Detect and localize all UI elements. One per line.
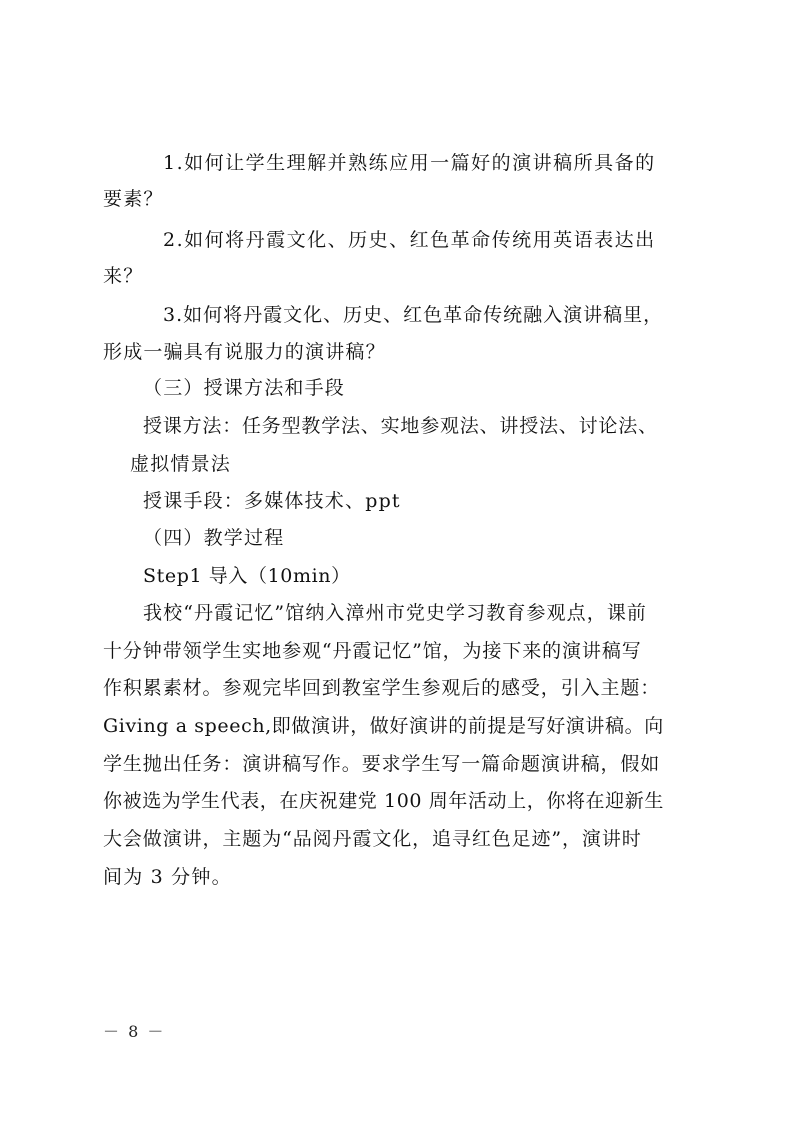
- teaching-means-line: 授课手段：多媒体技术、ppt: [143, 490, 401, 512]
- paragraph-line-8: 间为 3 分钟。: [103, 866, 232, 888]
- section-4-heading: （四）教学过程: [143, 527, 285, 549]
- paragraph-line-6: 你被选为学生代表，在庆祝建党 100 周年活动上，你将在迎新生: [103, 790, 664, 812]
- question-3-line-2: 形成一骗具有说服力的演讲稿？: [103, 341, 386, 363]
- teaching-methods-line-2: 虚拟情景法: [130, 453, 232, 475]
- paragraph-line-1: 我校“丹霞记忆”馆纳入漳州市党史学习教育参观点，课前: [143, 602, 648, 624]
- paragraph-line-5: 学生抛出任务：演讲稿写作。要求学生写一篇命题演讲稿，假如: [103, 753, 661, 775]
- page-number: － 8 －: [103, 1022, 166, 1041]
- paragraph-line-2: 十分钟带领学生实地参观“丹霞记忆”馆，为接下来的演讲稿写: [103, 640, 642, 662]
- step-1-heading: Step1 导入（10min）: [143, 565, 351, 587]
- question-1-line-1: 1.如何让学生理解并熟练应用一篇好的演讲稿所具备的: [163, 152, 656, 174]
- question-2-line-1: 2.如何将丹霞文化、历史、红色革命传统用英语表达出: [163, 229, 656, 251]
- paragraph-line-3: 作积累素材。参观完毕回到教室学生参观后的感受，引入主题：: [103, 677, 661, 699]
- question-1-line-2: 要素？: [103, 188, 164, 210]
- section-3-heading: （三）授课方法和手段: [143, 377, 346, 399]
- question-3-line-1: 3.如何将丹霞文化、历史、红色革命传统融入演讲稿里，: [163, 304, 664, 326]
- question-2-line-2: 来？: [103, 265, 144, 287]
- paragraph-line-7: 大会做演讲，主题为“品阅丹霞文化，追寻红色足迹”，演讲时: [103, 828, 642, 850]
- teaching-methods-line-1: 授课方法：任务型教学法、实地参观法、讲授法、讨论法、: [143, 415, 658, 437]
- paragraph-line-4: Giving a speech,即做演讲，做好演讲的前提是写好演讲稿。向: [103, 715, 664, 737]
